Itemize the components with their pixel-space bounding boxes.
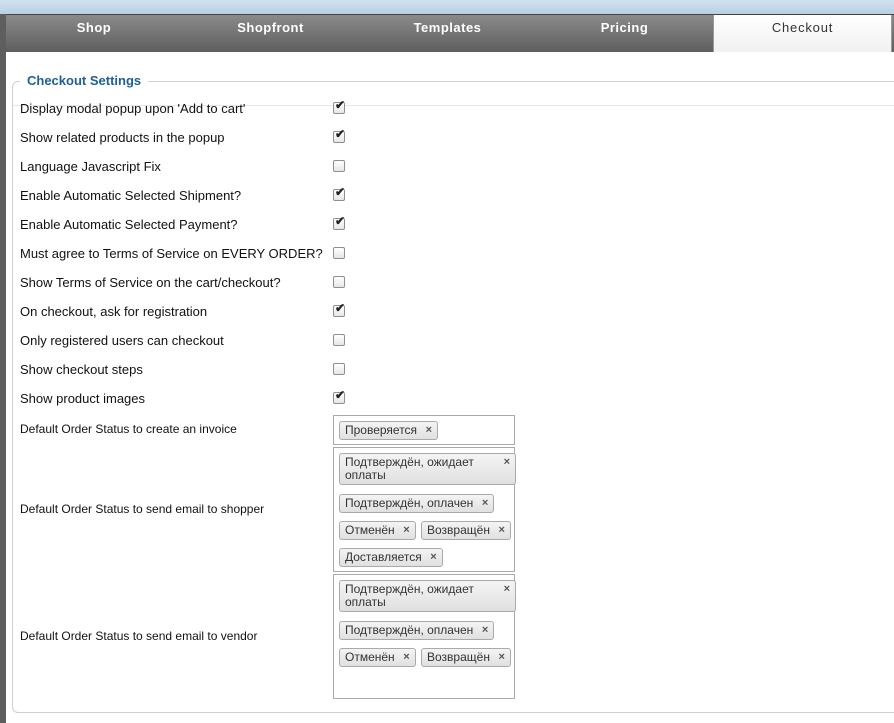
- remove-icon[interactable]: ×: [498, 651, 505, 663]
- check-icon: ✔: [335, 185, 346, 199]
- check-icon: ✔: [335, 127, 346, 141]
- status-tag[interactable]: [339, 521, 416, 540]
- option-checkbox[interactable]: [333, 276, 345, 288]
- status-tag[interactable]: [339, 421, 438, 440]
- option-checkbox[interactable]: [333, 388, 346, 404]
- remove-icon[interactable]: ×: [430, 551, 437, 563]
- status-tag[interactable]: [339, 580, 516, 612]
- tag-label: Отменён: [345, 650, 395, 664]
- tab-shopfront[interactable]: Shopfront: [237, 20, 304, 35]
- tag-label: Подтверждён, оплачен: [345, 623, 474, 637]
- remove-icon[interactable]: ×: [403, 651, 410, 663]
- remove-icon[interactable]: ×: [481, 497, 489, 509]
- tag-label: Подтверждён, ожидает оплаты: [345, 455, 474, 482]
- shopper-status-select[interactable]: [333, 447, 515, 572]
- option-label: On checkout, ask for registration: [20, 304, 208, 319]
- tab-templates[interactable]: Templates: [413, 20, 482, 35]
- tag-label: Подтверждён, ожидает оплаты: [345, 582, 474, 609]
- check-icon: ✔: [335, 301, 346, 315]
- shopper-status-label: Default Order Status to send email to shopper: [20, 502, 265, 516]
- option-label: Display modal popup upon 'Add to cart': [20, 101, 246, 116]
- vendor-status-label: Default Order Status to send email to vendor: [20, 629, 258, 643]
- tag-label: Возвращён: [427, 650, 490, 664]
- remove-icon[interactable]: ×: [425, 424, 433, 436]
- status-tag[interactable]: [339, 453, 516, 485]
- option-label: Enable Automatic Selected Shipment?: [20, 188, 242, 203]
- invoice-status-label: Default Order Status to create an invoice: [20, 422, 237, 436]
- remove-icon[interactable]: ×: [503, 583, 510, 595]
- option-checkbox[interactable]: [333, 247, 345, 259]
- tab-checkout[interactable]: Checkout: [713, 15, 892, 53]
- option-checkbox[interactable]: [333, 160, 345, 172]
- option-label: Only registered users can checkout: [20, 333, 224, 348]
- section-legend: Checkout Settings: [20, 73, 148, 88]
- tag-label: Доставляется: [345, 550, 422, 564]
- option-label: Show related products in the popup: [20, 130, 225, 145]
- option-label: Must agree to Terms of Service on EVERY ORDER?: [20, 246, 323, 261]
- option-checkbox[interactable]: [333, 127, 346, 143]
- option-label: Show Terms of Service on the cart/checkout?: [20, 275, 281, 290]
- tab-bar: [6, 14, 894, 53]
- check-icon: ✔: [335, 388, 346, 402]
- remove-icon[interactable]: ×: [498, 524, 505, 536]
- status-tag[interactable]: [421, 521, 511, 540]
- remove-icon[interactable]: ×: [481, 624, 489, 636]
- remove-icon[interactable]: ×: [503, 456, 510, 468]
- option-checkbox[interactable]: [333, 334, 345, 346]
- tag-label: Подтверждён, оплачен: [345, 496, 474, 510]
- status-tag[interactable]: [339, 494, 494, 513]
- invoice-status-select[interactable]: [333, 415, 515, 445]
- tab-pricing[interactable]: Pricing: [600, 20, 649, 35]
- status-tag[interactable]: [339, 648, 416, 667]
- status-tag[interactable]: [421, 648, 511, 667]
- tag-label: Проверяется: [345, 423, 418, 437]
- window-top-strip: [0, 0, 894, 14]
- check-icon: ✔: [335, 98, 346, 112]
- tag-label: Отменён: [345, 523, 395, 537]
- option-checkbox[interactable]: [333, 185, 346, 201]
- check-icon: ✔: [335, 214, 346, 228]
- tab-shop[interactable]: Shop: [76, 20, 112, 35]
- tag-label: Возвращён: [427, 523, 490, 537]
- option-checkbox[interactable]: [333, 301, 346, 317]
- option-checkbox[interactable]: [333, 363, 345, 375]
- option-checkbox[interactable]: [333, 98, 346, 114]
- option-label: Enable Automatic Selected Payment?: [20, 217, 238, 232]
- status-tag[interactable]: [339, 548, 443, 567]
- option-label: Show product images: [20, 391, 146, 406]
- remove-icon[interactable]: ×: [403, 524, 410, 536]
- vendor-status-select[interactable]: [333, 574, 515, 699]
- option-checkbox[interactable]: [333, 214, 346, 230]
- status-tag[interactable]: [339, 621, 494, 640]
- option-label: Show checkout steps: [20, 362, 143, 377]
- option-label: Language Javascript Fix: [20, 159, 161, 174]
